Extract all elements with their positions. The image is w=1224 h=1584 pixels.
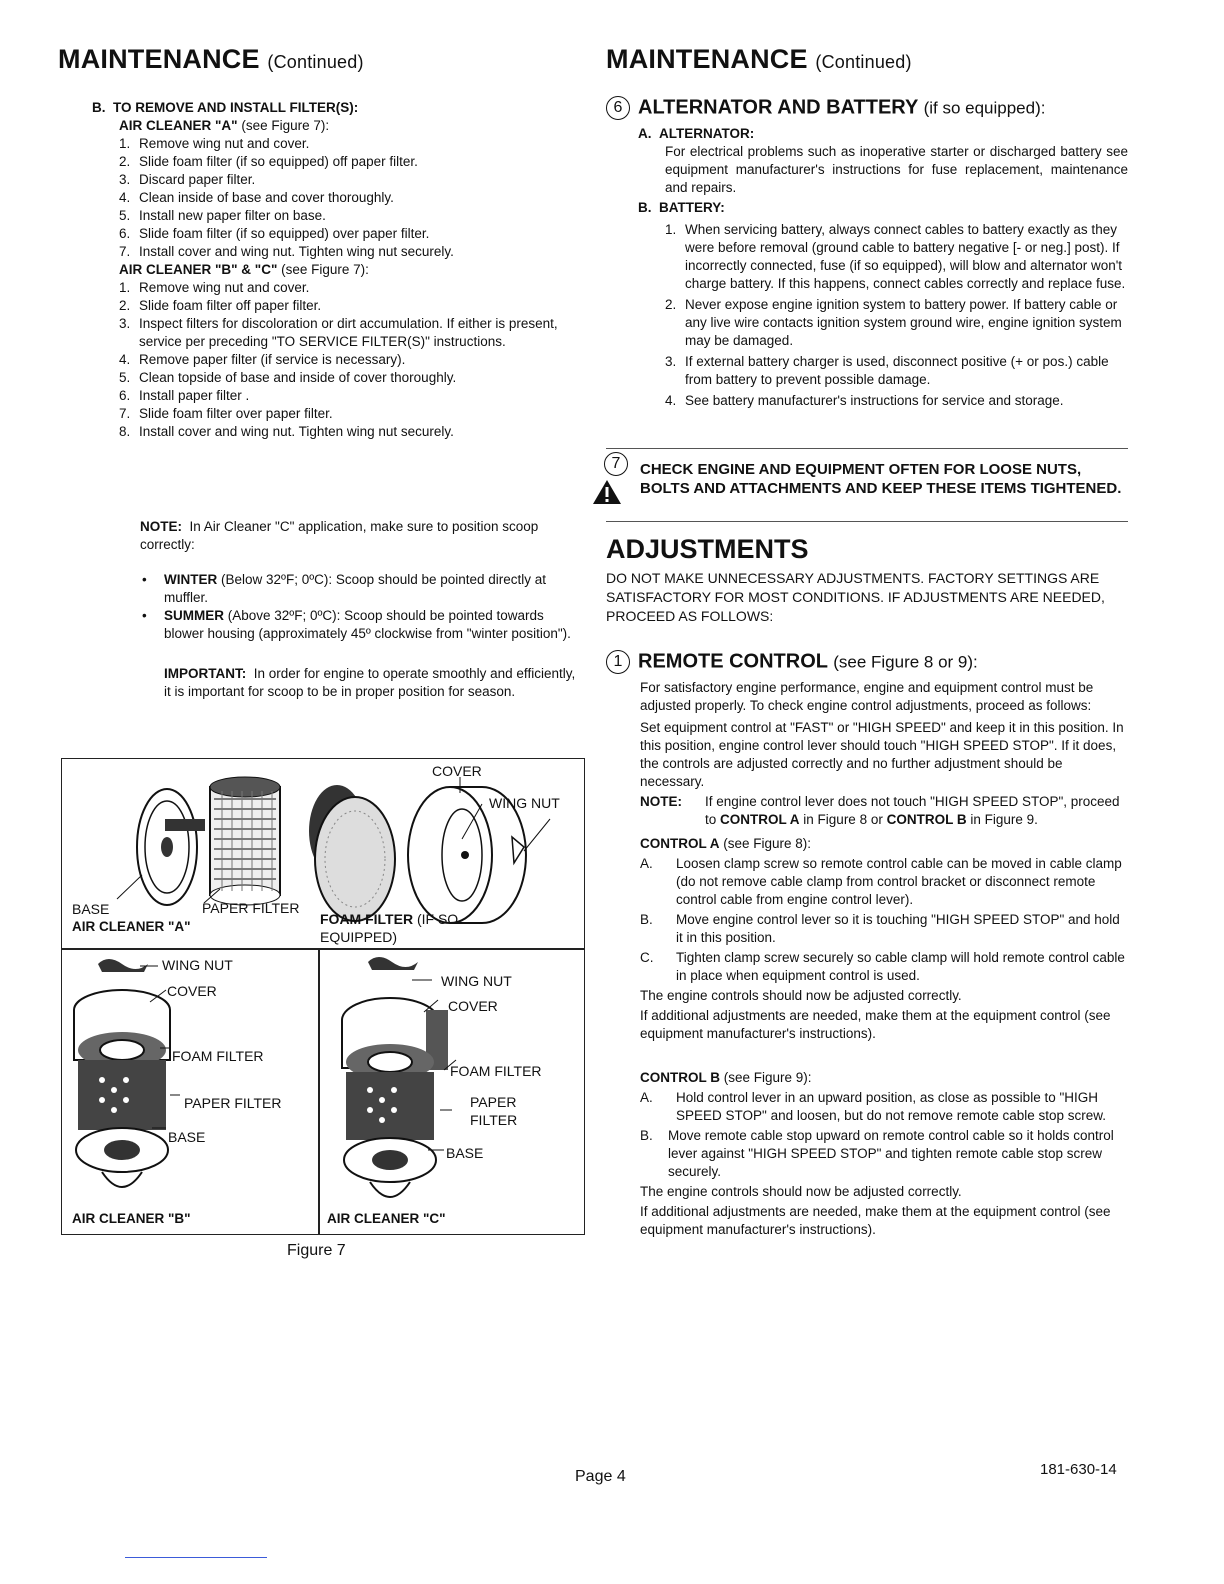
section-7-text: CHECK ENGINE AND EQUIPMENT OFTEN FOR LOOSE NUTS, BOLTS AND ATTACHMENTS AND KEEP THESE ITEMS TIGHTENED. [640, 461, 1122, 497]
alternator-title: ALTERNATOR: [659, 126, 755, 141]
footer-rule [125, 1557, 267, 1558]
list-item: 7. Slide foam filter over paper filter. [119, 406, 333, 421]
label-b-cover: COVER [167, 983, 217, 999]
list-item: 4. Remove paper filter (if service is necessary). [119, 352, 406, 367]
figure-caption: Figure 7 [287, 1242, 346, 1259]
scoop-note: NOTE: In Air Cleaner "C" application, make sure to position scoop correctly: • WINTER (Below 32ºF; 0ºC): Scoop should be pointed directly at muffler. • SUMMER (Above 32ºF; 0ºC): Scoop should be pointed towards blower housing (approximately 45º clockwise from "winter position"). IMPORTANT: In order for engine to operate smoothly and efficiently, it is important for scoop to be in proper position for season. [140, 518, 583, 701]
page-number: Page 4 [575, 1468, 626, 1485]
rc-note: NOTE: If engine control lever does not touch "HIGH SPEED STOP", proceed to CONTROL A in Figure 8 or CONTROL B in Figure 9. [640, 794, 1120, 827]
list-item: 1. Remove wing nut and cover. [119, 136, 310, 151]
list-item: 5. Install new paper filter on base. [119, 208, 326, 223]
list-item: A. Hold control lever in an upward position, as close as possible to "HIGH SPEED STOP" and loosen, but do not remove remote cable stop screw. [640, 1090, 1107, 1123]
section-1-number: 1 [606, 650, 630, 674]
section-6-title: 6 ALTERNATOR AND BATTERY (if so equipped): [606, 96, 1045, 120]
warning-icon [592, 478, 622, 506]
foam-filter-illustration [309, 785, 395, 921]
air-cleaner-bc-title: AIR CLEANER "B" & "C" [119, 262, 278, 277]
winter-bullet: • WINTER (Below 32ºF; 0ºC): Scoop should be pointed directly at muffler. [142, 572, 547, 605]
list-item: 7. Install cover and wing nut. Tighten wing nut securely. [119, 244, 454, 259]
list-item: 2. Never expose engine ignition system to battery power. If battery cable or any live wire contacts ignition system ground wire, engine ignition system may be damaged. [665, 297, 1122, 348]
document-number: 181-630-14 [1040, 1461, 1117, 1478]
alternator-text: For electrical problems such as inoperative starter or discharged battery see equipment manufacturer's instructions for fuse replacement, maintenance and repairs. [665, 144, 1128, 195]
label-c-cover: COVER [448, 998, 498, 1014]
alternator-battery: A. ALTERNATOR: For electrical problems such as inoperative starter or discharged battery see equipment manufacturer's instructions for fuse replacement, maintenance and repairs. B. BATTERY: 1. When servicing battery, always connect cables to battery exactly as they were before removal (ground cable to battery negative [- or neg.] post). If incorrectly connected, fuse (if so equipped), will blow and alternator won't charge battery. If this happens, connect cables correctly and replace fuse. 2. Never expose engine ignition system to battery power. If battery cable or any live wire contacts ignition system ground wire, engine ignition system may be damaged. 3. If external battery charger is used, disconnect positive (+ or pos.) cable from battery to prevent possible damage. 4. See battery manufacturer's instructions for service and storage. [638, 126, 1128, 408]
list-item: 3. If external battery charger is used, disconnect positive (+ or pos.) cable from battery to prevent possible damage. [665, 354, 1109, 387]
section-7-number: 7 [604, 452, 628, 476]
important-note: IMPORTANT: In order for engine to operate smoothly and efficiently, it is important for scoop to be in proper position for season. [164, 666, 576, 699]
label-c-base: BASE [446, 1145, 484, 1161]
list-item: 4. See battery manufacturer's instructions for service and storage. [665, 393, 1064, 408]
list-item: A. Loosen clamp screw so remote control cable can be moved in cable clamp (do not remove cable clamp from control bracket or disconnect remote control cable from engine control lever). [640, 856, 1122, 907]
section-7-number-wrap [604, 452, 636, 476]
label-b-wing-nut: WING NUT [162, 957, 233, 973]
remote-control-body: For satisfactory engine performance, engine and equipment control must be adjusted properly. To check engine control adjustments, proceed as follows: Set equipment control at "FAST" or "HIGH SPEED" and keep it in this position. In this position, engine control lever should touch "HIGH SPEED STOP". If it does, the controls are adjusted correctly and no further adjustment should be necessary. NOTE: If engine control lever does not touch "HIGH SPEED STOP", proceed to CONTROL A in Figure 8 or CONTROL B in Figure 9. CONTROL A (see Figure 8): A. Loosen clamp screw so remote control cable can be moved in cable clamp (do not remove cable clamp from control bracket or disconnect remote control cable from engine control lever). B. Move engine control lever so it is touching "HIGH SPEED STOP" and hold it in this position. C. Tighten clamp screw securely so cable clamp will hold remote control cable in place when equipment control is used. The engine controls should now be adjusted correctly. If additional adjustments are needed, make them at the equipment control (see equipment manufacturer's instructions). CONTROL B (see Figure 9): A. Hold control lever in an upward position, as close as possible to "HIGH SPEED STOP" and loosen, but do not remove remote cable stop screw. B. Move remote cable stop upward on remote control cable so it holds control lever against "HIGH SPEED STOP" and tighten remote cable stop screw securely. The engine controls should now be adjusted correctly. If additional adjustments are needed, make them at the equipment control (see equipment manufacturer's instructions). [640, 679, 1130, 1239]
air-cleaner-a-title: AIR CLEANER "A" [119, 118, 238, 133]
list-item: 5. Clean topside of base and inside of cover thoroughly. [119, 370, 457, 385]
list-item: 8. Install cover and wing nut. Tighten wing nut securely. [119, 424, 454, 439]
label-base: BASE [72, 901, 110, 917]
label-cover: COVER [432, 763, 482, 779]
adjustments-title: ADJUSTMENTS [606, 534, 809, 564]
label-wing-nut: WING NUT [489, 795, 560, 811]
list-item: 4. Clean inside of base and cover thoroughly. [119, 190, 394, 205]
list-item: 3. Discard paper filter. [119, 172, 256, 187]
adjustments-intro: DO NOT MAKE UNNECESSARY ADJUSTMENTS. FACTORY SETTINGS ARE SATISFACTORY FOR MOST CONDITIONS. IF ADJUSTMENTS ARE NEEDED, PROCEED AS FOLLOWS: [606, 570, 1105, 624]
air-cleaner-a-steps [119, 135, 582, 261]
list-item: C. Tighten clamp screw securely so cable clamp will hold remote control cable in place when equipment control is used. [640, 950, 1125, 983]
paper-filter-illustration [210, 777, 280, 905]
label-air-cleaner-a: AIR CLEANER "A" [72, 919, 191, 934]
label-air-cleaner-c: AIR CLEANER "C" [327, 1211, 446, 1226]
label-foam-filter: FOAM FILTER (IF SO [320, 911, 459, 927]
label-air-cleaner-b: AIR CLEANER "B" [72, 1211, 191, 1226]
rc-paragraph-1: For satisfactory engine performance, engine and equipment control must be adjusted properly. To check engine control adjustments, proceed as follows: [640, 680, 1094, 713]
section-b-title: TO REMOVE AND INSTALL FILTER(S): [113, 100, 359, 115]
list-item: 6. Install paper filter . [119, 388, 250, 403]
label-b-base: BASE [168, 1129, 206, 1145]
list-item: 1. Remove wing nut and cover. [119, 280, 310, 295]
section-b: B. TO REMOVE AND INSTALL FILTER(S): AIR CLEANER "A" (see Figure 7): 1. Remove wing nut and cover. 2. Slide foam filter (if so equipped) off paper filter. 3. Discard paper filter. 4. Clean inside of base and cover thoroughly. 5. Install new paper filter on base. 6. Slide foam filter (if so equipped) over paper filter. 7. Install cover and wing nut. Tighten wing nut securely. AIR CLEANER "B" & "C" (see Figure 7): 1. Remove wing nut and cover. 2. Slide foam filter off paper filter. 3. Inspect filters for discoloration or dirt accumulation. If either is present, service per preceding "TO SERVICE FILTER(S)" instructions. 4. Remove paper filter (if service is necessary). 5. Clean topside of base and inside of cover thoroughly. 6. Install paper filter . 7. Slide foam filter over paper filter. 8. Install cover and wing nut. Tighten wing nut securely. [92, 99, 582, 441]
right-page-title: MAINTENANCE (Continued) [606, 44, 912, 74]
control-a-title: CONTROL A [640, 836, 720, 851]
figure-7 [61, 758, 585, 1235]
battery-steps [638, 221, 1128, 410]
section-6-number: 6 [606, 96, 630, 120]
list-item: 1. When servicing battery, always connect cables to battery exactly as they were before removal (ground cable to battery negative [- or neg.] post). If incorrectly connected, fuse (if so equipped), will blow and alternator won't charge battery. If this happens, connect cables correctly and replace fuse. [665, 222, 1126, 291]
list-item: B. Move remote cable stop upward on remote control cable so it holds control lever against "HIGH SPEED STOP" and tighten remote cable stop screw securely. [640, 1128, 1114, 1179]
label-c-filter: FILTER [470, 1112, 518, 1128]
base-illustration [137, 789, 205, 905]
section-1-title: 1 REMOTE CONTROL (see Figure 8 or 9): [606, 650, 978, 674]
label-paper-filter: PAPER FILTER [202, 900, 300, 916]
label-c-foam: FOAM FILTER [450, 1063, 542, 1079]
label-equipped: EQUIPPED) [320, 929, 398, 945]
battery-title: BATTERY: [659, 200, 725, 215]
control-b-title: CONTROL B [640, 1070, 720, 1085]
list-item: 2. Slide foam filter off paper filter. [119, 298, 322, 313]
left-page-title: MAINTENANCE (Continued) [58, 44, 364, 74]
air-cleaner-c-drawing [320, 950, 582, 1233]
label-b-paper: PAPER FILTER [184, 1095, 282, 1111]
label-b-foam: FOAM FILTER [172, 1048, 264, 1064]
air-cleaner-bc-steps [119, 279, 582, 441]
label-c-wing-nut: WING NUT [441, 973, 512, 989]
list-item: 2. Slide foam filter (if so equipped) off paper filter. [119, 154, 418, 169]
rc-paragraph-2: Set equipment control at "FAST" or "HIGH SPEED" and keep it in this position. In this position, engine control lever should touch "HIGH SPEED STOP". If it does, the controls are adjusted correctly and no further adjustment should be necessary. [640, 720, 1124, 789]
list-item: B. Move engine control lever so it is touching "HIGH SPEED STOP" and hold it in this position. [640, 912, 1120, 945]
label-c-paper: PAPER [470, 1094, 517, 1110]
summer-bullet: • SUMMER (Above 32ºF; 0ºC): Scoop should be pointed towards blower housing (approximately 45º clockwise from "winter position"). [142, 608, 571, 641]
list-item: 6. Slide foam filter (if so equipped) over paper filter. [119, 226, 430, 241]
list-item: 3. Inspect filters for discoloration or dirt accumulation. If either is present, service per preceding "TO SERVICE FILTER(S)" instructions. [119, 316, 558, 349]
